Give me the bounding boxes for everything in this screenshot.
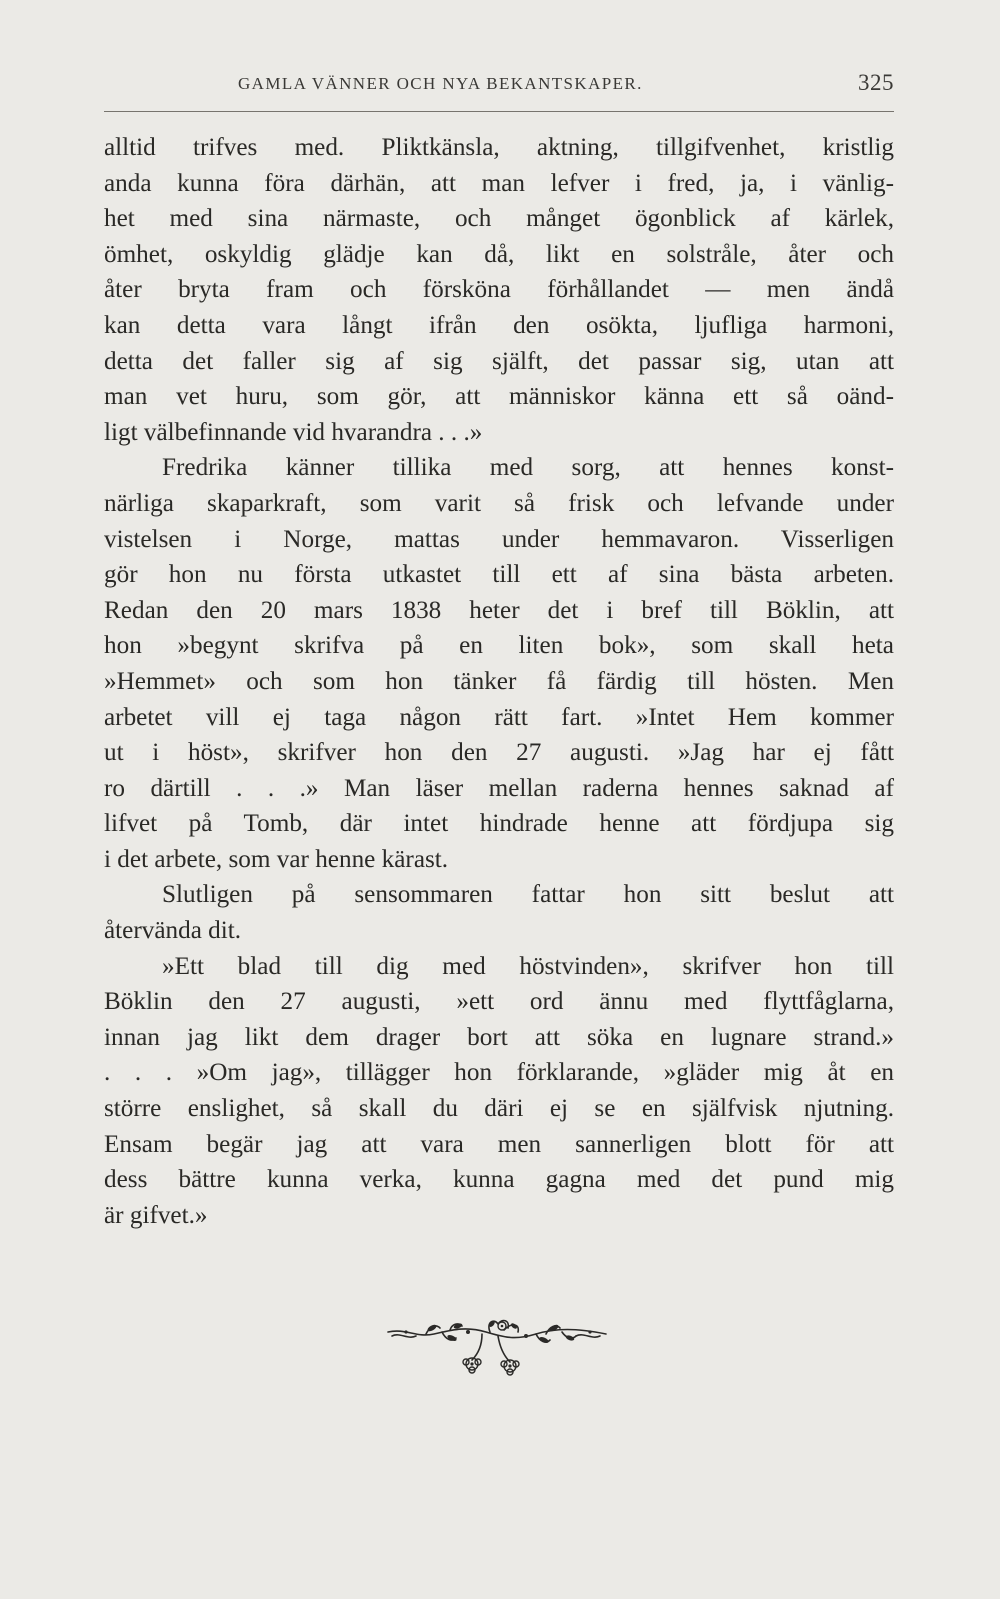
text-line: ömhet, oskyldig glädje kan då, likt en solstråle, åter och [104, 240, 894, 268]
body-text [104, 130, 894, 1233]
header-rule [104, 111, 894, 112]
text-line: gör hon nu första utkastet till ett af sina bästa arbeten. [104, 561, 894, 589]
running-head [104, 70, 894, 100]
text-line: åter bryta fram och försköna förhållandet — men ändå [104, 276, 894, 304]
text-line: ro därtill . . .» Man läser mellan raderna hennes saknad af [104, 774, 894, 802]
text-line: hon »begynt skrifva på en liten bok», som skall heta [104, 632, 894, 660]
text-line: dess bättre kunna verka, kunna gagna med det pund mig [104, 1166, 894, 1194]
text-line: Redan den 20 mars 1838 heter det i bref till Böklin, att [104, 596, 894, 624]
text-line: Böklin den 27 augusti, »ett ord ännu med flyttfåglarna, [104, 988, 894, 1016]
text-line: »Hemmet» och som hon tänker få färdig till hösten. Men [104, 667, 894, 695]
text-line: närliga skaparkraft, som varit så frisk och lefvande under [104, 489, 894, 517]
text-line: man vet huru, som gör, att människor känna ett så oänd- [104, 383, 894, 411]
text-line: är gifvet.» [104, 1201, 208, 1229]
text-line: Fredrika känner tillika med sorg, att hennes konst- [162, 454, 894, 482]
text-line: större enslighet, så skall du däri ej se en själfvisk njutning. [104, 1095, 894, 1123]
text-line: Ensam begär jag att vara men sannerligen blott för att [104, 1130, 894, 1158]
running-title: GAMLA VÄNNER OCH NYA BEKANTSKAPER. [238, 74, 643, 93]
text-line: i det arbete, som var henne kärast. [104, 845, 449, 873]
text-line: Slutligen på sensommaren fattar hon sitt beslut att [162, 881, 894, 909]
text-line: detta det faller sig af sig själft, det passar sig, utan att [104, 347, 894, 375]
text-line: ut i höst», skrifver hon den 27 augusti. »Jag har ej fått [104, 739, 894, 767]
text-line: vistelsen i Norge, mattas under hemmavaron. Visserligen [104, 525, 894, 553]
text-line: . . . »Om jag», tillägger hon förklarande, »gläder mig åt en [104, 1059, 894, 1087]
text-line: ligt välbefinnande vid hvarandra . . .» [104, 418, 483, 446]
text-line: »Ett blad till dig med höstvinden», skrifver hon till [162, 952, 894, 980]
floral-vignette-icon [386, 1318, 608, 1378]
text-line: innan jag likt dem drager bort att söka en lugnare strand.» [104, 1023, 894, 1051]
page-number: 325 [858, 70, 894, 95]
text-line: alltid trifves med. Pliktkänsla, aktning, tillgifvenhet, kristlig [104, 134, 894, 161]
text-line: återvända dit. [104, 917, 242, 945]
text-line: kan detta vara långt ifrån den osökta, ljufliga harmoni, [104, 311, 894, 339]
text-line: anda kunna föra därhän, att man lefver i fred, ja, i vänlig- [104, 169, 894, 197]
text-line: lifvet på Tomb, där intet hindrade henne att fördjupa sig [104, 810, 894, 838]
text-line: arbetet vill ej taga någon rätt fart. »Intet Hem kommer [104, 703, 894, 731]
text-line: het med sina närmaste, och månget ögonblick af kärlek, [104, 205, 894, 233]
